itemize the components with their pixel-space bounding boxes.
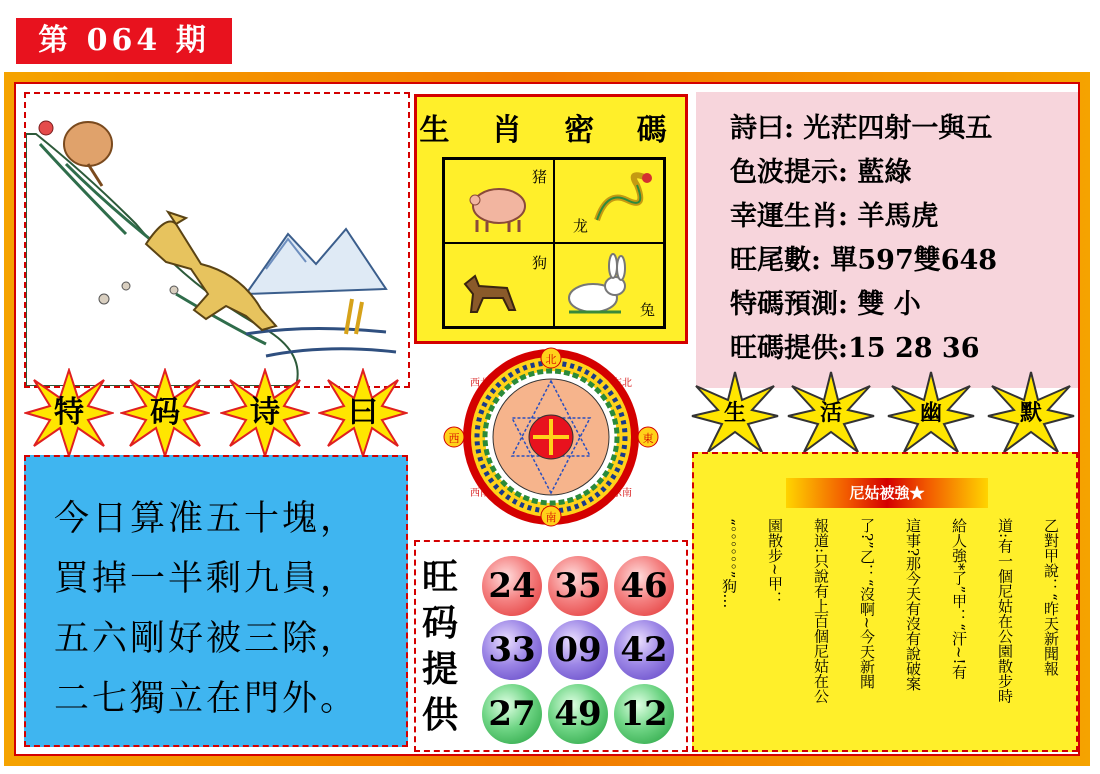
dog-icon <box>457 266 527 322</box>
dog-mountain-illustration <box>26 94 408 386</box>
story-column: 園散步~甲： <box>766 518 784 606</box>
lucky-zodiac: 幸運生肖: 羊馬虎 <box>730 201 939 232</box>
issue-badge: 第 064 期 <box>16 18 232 64</box>
star-label: 生 <box>723 400 746 426</box>
poem-line: 買掉一半剩九員， <box>54 559 359 599</box>
poem-line: 二七獨立在門外。 <box>54 679 359 719</box>
story-title: 尼姑被強★ <box>786 478 988 508</box>
star-label: 诗 <box>250 395 280 430</box>
wang-numbers: 旺碼提供:15 28 36 <box>730 333 980 364</box>
star-badge <box>220 368 310 458</box>
special-prediction: 特碼預測: 雙 小 <box>730 289 921 320</box>
compass-label: 南 <box>545 511 557 524</box>
number-ball: 24 <box>482 556 542 616</box>
story-column: 了?”乙：“沒啊~今天新聞 <box>858 518 876 689</box>
zodiac-cell-pig <box>444 159 554 243</box>
dragon-icon <box>587 170 657 236</box>
color-hint: 色波提示: 藍綠 <box>730 157 912 188</box>
poem-line: 五六剛好被三除， <box>54 619 359 659</box>
compass-icon <box>440 346 662 528</box>
number-ball: 35 <box>548 556 608 616</box>
star-label: 曰 <box>348 395 378 430</box>
compass-label: 东北 <box>612 378 632 389</box>
star-badge <box>886 368 976 458</box>
zodiac-label: 猪 <box>531 168 547 186</box>
story-column: “。。。。。。”狗… <box>720 518 738 609</box>
zodiac-label: 兔 <box>639 301 655 319</box>
zodiac-cell-dragon <box>554 159 664 243</box>
compass-label: 北 <box>545 353 557 366</box>
number-ball: 27 <box>482 684 542 744</box>
humor-story-panel <box>692 452 1078 752</box>
zodiac-label: 狗 <box>531 254 547 272</box>
number-ball: 42 <box>614 620 674 680</box>
pig-icon <box>463 178 533 238</box>
star-label: 幽 <box>919 400 942 426</box>
number-ball: 09 <box>548 620 608 680</box>
star-label: 默 <box>1019 400 1042 426</box>
compass-label: 东南 <box>612 488 632 499</box>
star-label: 码 <box>150 395 180 430</box>
rabbit-icon <box>561 252 631 322</box>
zodiac-label: 龙 <box>573 217 589 235</box>
story-column: 報道:只說有上百個尼姑在公 <box>812 518 830 704</box>
star-badge <box>24 368 114 458</box>
number-ball: 12 <box>614 684 674 744</box>
poem-line: 今日算准五十塊， <box>54 499 359 539</box>
zodiac-grid <box>442 157 666 329</box>
wang-ma-panel <box>414 540 688 752</box>
number-ball: 33 <box>482 620 542 680</box>
number-ball: 46 <box>614 556 674 616</box>
info-panel <box>696 92 1078 388</box>
zodiac-cell-dog <box>444 243 554 327</box>
star-label: 特 <box>54 395 84 430</box>
star-badge <box>786 368 876 458</box>
star-label: 活 <box>819 400 842 426</box>
special-poem-panel <box>24 455 408 747</box>
zodiac-code-panel <box>414 94 688 344</box>
story-column: 給人強*了”甲：“汗~!有 <box>950 518 968 680</box>
star-badge <box>120 368 210 458</box>
tail-numbers: 旺尾數: 單597雙648 <box>730 245 998 276</box>
compass-label: 西 <box>448 432 460 445</box>
star-badge <box>690 368 780 458</box>
poem-title: 詩曰: 光茫四射一與五 <box>730 113 993 144</box>
compass-label: 東 <box>642 432 654 445</box>
compass-wheel <box>440 346 662 528</box>
story-column: 這事?那今天有沒有說破案 <box>904 518 922 692</box>
illustration-panel <box>24 92 410 388</box>
zodiac-title: 生 肖 密 碼 <box>419 113 683 148</box>
star-badge <box>986 368 1076 458</box>
star-badge <box>318 368 408 458</box>
zodiac-cell-rabbit <box>554 243 664 327</box>
story-column: 道:有一個尼姑在公園散步時 <box>996 518 1014 704</box>
compass-label: 西南 <box>470 488 490 499</box>
story-column: 乙對甲說：“昨天新聞報 <box>1042 518 1060 676</box>
wang-ma-label: 旺码提供 <box>422 556 459 736</box>
number-ball: 49 <box>548 684 608 744</box>
compass-label: 西北 <box>470 378 490 389</box>
